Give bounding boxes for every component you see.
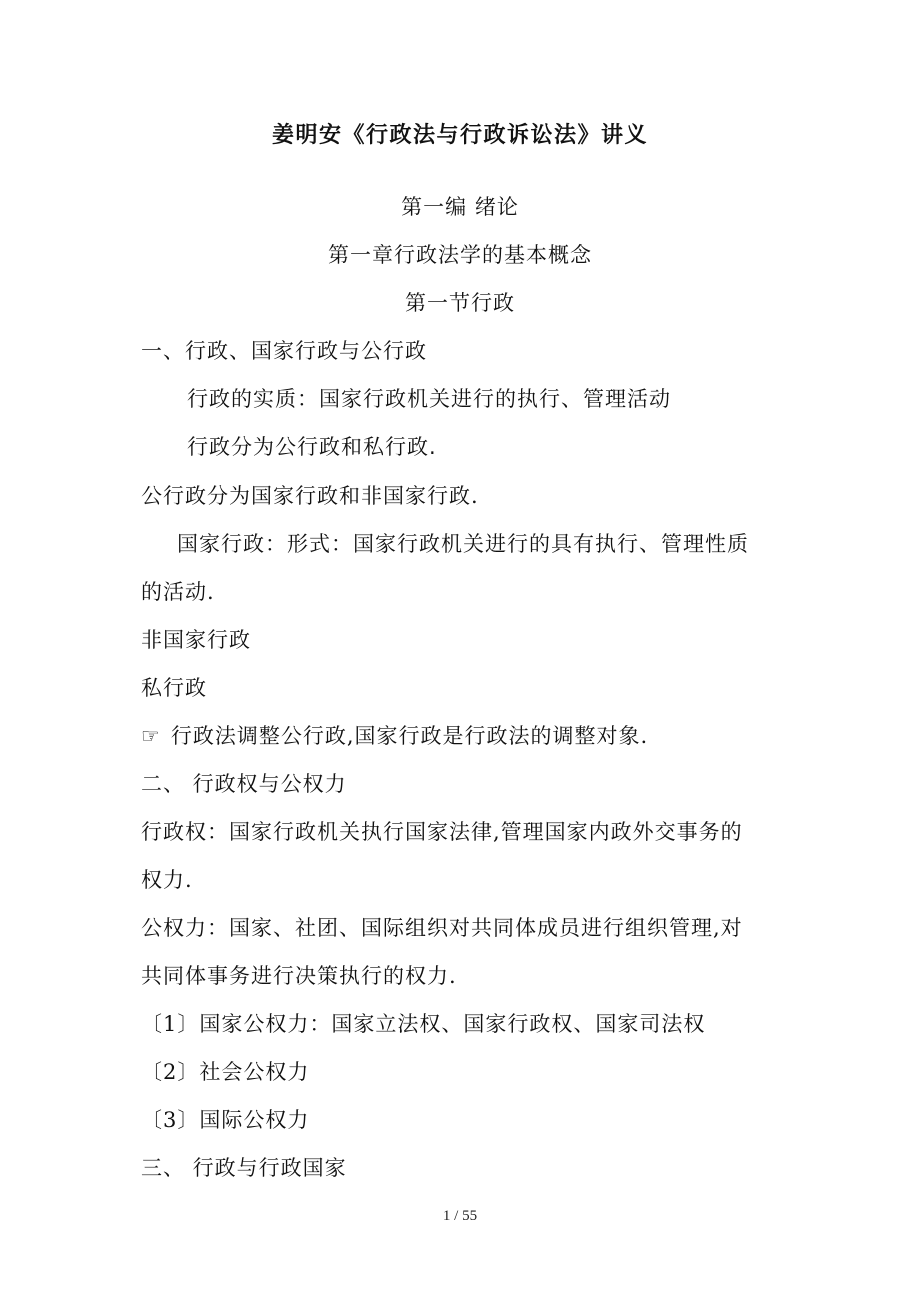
paragraph-administrative-power-line1: 行政权：国家行政机关执行国家法律,管理国家内政外交事务的: [141, 820, 743, 844]
paragraph-state-administration-line1: 国家行政：形式：国家行政机关进行的具有执行、管理性质: [177, 532, 749, 556]
heading-two: 二、 行政权与公权力: [141, 772, 347, 796]
paragraph-administration-division: 行政分为公行政和私行政.: [187, 435, 437, 459]
note-text: 行政法调整公行政,国家行政是行政法的调整对象.: [170, 724, 649, 748]
paragraph-non-state-administration: 非国家行政: [141, 628, 251, 652]
paragraph-administration-essence: 行政的实质：国家行政机关进行的执行、管理活动: [187, 387, 671, 411]
section-heading: 第一节行政: [405, 291, 515, 315]
paragraph-administrative-power-line2: 权力.: [141, 868, 193, 892]
note-line: [141, 722, 648, 750]
paragraph-state-administration-line2: 的活动.: [141, 580, 215, 604]
page-number: 1 / 55: [442, 1208, 478, 1224]
paragraph-public-power-line2: 共同体事务进行决策执行的权力.: [141, 964, 457, 988]
list-item-state-public-power: 〔1〕国家公权力：国家立法权、国家行政权、国家司法权: [141, 1012, 706, 1036]
document-title: 姜明安《行政法与行政诉讼法》讲义: [271, 122, 648, 148]
pointing-hand-icon: ☞: [141, 724, 161, 748]
paragraph-private-administration: 私行政: [141, 676, 207, 700]
list-item-international-public-power: 〔3〕国际公权力: [141, 1108, 310, 1132]
paragraph-public-administration: 公行政分为国家行政和非国家行政.: [141, 484, 479, 508]
paragraph-public-power-line1: 公权力：国家、社团、国际组织对共同体成员进行组织管理,对: [141, 916, 743, 940]
heading-one: 一、行政、国家行政与公行政: [141, 339, 427, 363]
heading-three: 三、 行政与行政国家: [141, 1156, 347, 1180]
chapter-heading: 第一章行政法学的基本概念: [328, 243, 592, 267]
list-item-social-public-power: 〔2〕社会公权力: [141, 1060, 310, 1084]
part-heading: 第一编 绪论: [401, 195, 519, 219]
